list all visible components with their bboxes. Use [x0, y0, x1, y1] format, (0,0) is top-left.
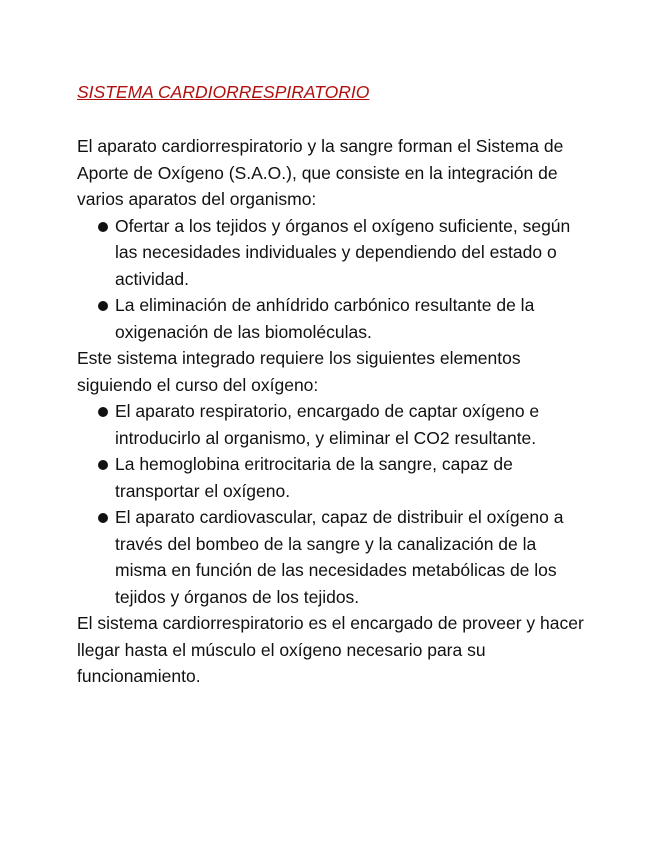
list-item [77, 398, 587, 451]
list-item [77, 213, 587, 293]
list-item-text: La eliminación de anhídrido carbónico resultante de la oxigenación de las biomoléculas. [115, 295, 535, 342]
bullet-icon [98, 301, 108, 311]
bullet-icon [98, 513, 108, 523]
bullet-list-functions [77, 213, 587, 346]
list-item-text: Ofertar a los tejidos y órganos el oxígeno suficiente, según las necesidades individuales y dependiendo del estado o actividad. [115, 215, 571, 289]
list-item-text: La hemoglobina eritrocitaria de la sangre, capaz de transportar el oxígeno. [115, 454, 513, 501]
document-page [77, 80, 587, 690]
bullet-icon [98, 407, 108, 417]
list-item [77, 504, 587, 610]
list-item-text: El aparato respiratorio, encargado de captar oxígeno e introducirlo al organismo, y eliminar el CO2 resultante. [115, 401, 540, 448]
conclusion-paragraph: El sistema cardiorrespiratorio es el encargado de proveer y hacer llegar hasta el músculo el oxígeno necesario para su funcionamiento. [77, 613, 584, 686]
document-title: SISTEMA CARDIORRESPIRATORIO [77, 82, 370, 102]
list-item [77, 451, 587, 504]
bullet-list-elements [77, 398, 587, 610]
bullet-icon [98, 460, 108, 470]
middle-paragraph: Este sistema integrado requiere los siguientes elementos siguiendo el curso del oxígeno: [77, 348, 521, 395]
intro-paragraph: El aparato cardiorrespiratorio y la sangre forman el Sistema de Aporte de Oxígeno (S.A.O.), que consiste en la integración de varios aparatos del organismo: [77, 136, 564, 209]
bullet-icon [98, 222, 108, 232]
list-item [77, 292, 587, 345]
list-item-text: El aparato cardiovascular, capaz de distribuir el oxígeno a través del bombeo de la sangre y la canalización de la misma en función de las necesidades metabólicas de los tejidos y órganos de los tejidos. [115, 507, 564, 607]
